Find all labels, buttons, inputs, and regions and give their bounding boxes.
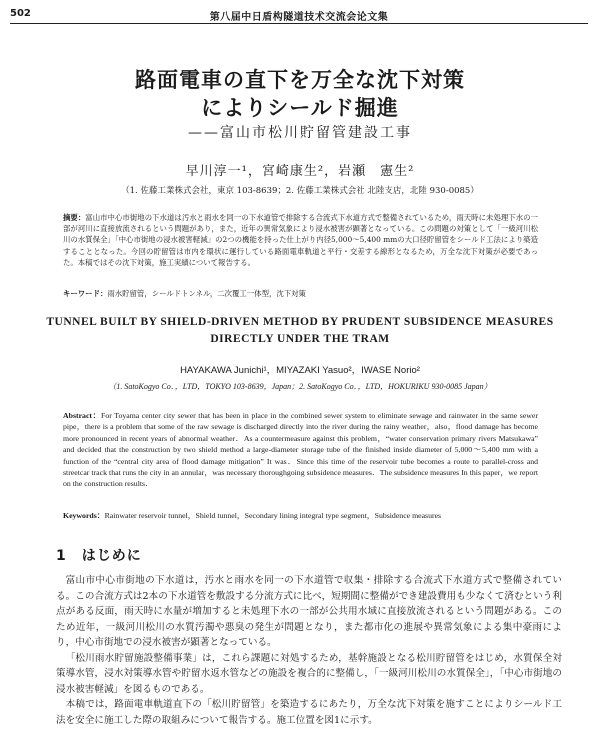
- abstract-en-label: Abstract：: [63, 411, 101, 420]
- page-number: 502: [10, 8, 31, 19]
- abstract-ja-text: 富山市中心市街地の下水道は汚水と雨水を同一の下水道管で排除する合流式下水道方式で整備されているため，雨天時に未処理下水の一部が河川に直接放流されるという問題があり，また，近年の異常気象により浸水被害が顕著となっている。この問題の対策として「一級河川松川の水質保全」「中心市街地の浸水被害軽減」の2つの機能を持った仕上がり内径5,000～5,400 mmの大口径貯留管をシールド工法により築造することとなった。今回の貯留管は市内を環状に運行している路面電車軌道と平行・交差する線形となるため，万全な沈下対策が必要であった。本稿ではその沈下対策，施工実績について報告する。: [63, 213, 538, 267]
- body-paragraph: 富山市中心市街地の下水道は，汚水と雨水を同一の下水道管で収集・排除する合流式下水道方式で整備されている。この合流方式は2本の下水道管を敷設する分流方式に比べ，短期間に整備ができ建設費用も少なくて済むという利点がある反面，雨天時に水量が増加すると未処理下水の一部が公共用水域に直接放流されるという問題がある。このため近年，一級河川松川の水質汚濁や悪臭の発生が問題となり，また都市化の進展や異常気象による集中豪雨により，中心市街地での浸水被害が顕著となっている。: [56, 575, 562, 648]
- running-header: [10, 8, 588, 24]
- title-en: TUNNEL BUILT BY SHIELD-DRIVEN METHOD BY PRUDENT SUBSIDENCE MEASURES DIRECTLY UNDER THE TRAM: [46, 316, 554, 345]
- section-body: [56, 573, 562, 728]
- body-paragraph: 「松川雨水貯留施設整備事業」は，これら課題に対処するため，基幹施設となる松川貯留管をはじめ，水質保全対策導水管，浸水対策導水管や貯留水返水管などの施設を複合的に整備し，「一級河川松川の水質保全」，「中心市街地の浸水被害軽減」を図るものである。: [56, 652, 562, 695]
- keywords-ja: [63, 288, 538, 299]
- title-ja-line1: 路面電車の直下を万全な沈下対策: [135, 68, 465, 92]
- subtitle-ja: ——富山市松川貯留管建設工事: [188, 125, 412, 141]
- authors-ja: 早川淳一¹，宮崎康生²，岩瀬 憲生²: [185, 164, 415, 179]
- section-heading: 1 はじめに: [56, 548, 142, 564]
- keywords-ja-text: 雨水貯留管，シールドトンネル，二次覆工一体型，沈下対策: [107, 289, 306, 298]
- authors-en: HAYAKAWA Junichi¹，MIYAZAKI Yasuo²，IWASE Norio²: [180, 365, 420, 376]
- affiliation-en: （1. SatoKogyo Co．，LTD，TOKYO 103-8639，Japan；2. SatoKogyo Co．，LTD，HOKURIKU 930-0085 Japan）: [108, 382, 492, 391]
- abstract-en: [63, 410, 538, 490]
- keywords-en: [63, 510, 538, 521]
- conference-title: 第八届中日盾构隧道技术交流会论文集: [209, 12, 389, 23]
- body-paragraph: 本稿では，路面電車軌道直下の「松川貯留管」を築造するにあたり，万全な沈下対策を施すことによりシールド工法を安全に施工した際の取組みについて報告する。施工位置を図1に示す。: [56, 699, 562, 726]
- header-rule: [10, 23, 588, 24]
- title-ja-line2: によりシールド掘進: [201, 96, 399, 120]
- keywords-en-label: Keywords：: [63, 511, 105, 520]
- abstract-ja: [63, 212, 538, 268]
- keywords-ja-label: キーワード：: [63, 289, 108, 298]
- abstract-ja-label: 摘要：: [63, 213, 86, 222]
- keywords-en-text: Rainwater reservoir tunnel，Shield tunnel，Secondary lining integral type segment，Subsidence measures: [104, 511, 442, 520]
- affiliation-ja: （1. 佐藤工業株式会社，東京 103-8639；2. 佐藤工業株式会社 北陸支店，北陸 930-0085）: [121, 186, 479, 196]
- abstract-en-text: For Toyama center city sewer that has been in place in the combined sewer system to eliminate sewage and rainwater in the same sewer pipe，there is a problem that some of the raw sewage is discharged directly into the river during the rainy weather，also，flood damage has become more pronounced in recent years of abnormal weather．As a countermeasure against this problem，“water conservation primary rivers Matsukawa” and decided that the construction by two shield method a large-diameter storage tube of the finished inside diameter of 5,000～5,400 mm with a function of the “central city area of flood damage mitigation” It was．Since this time of the reservoir tube becomes a route to parallel-cross and streetcar track that runs the city in an annular，was necessary thoroughgoing subsidence measures．The subsidence measures In this paper，we report on the construction results．: [63, 411, 538, 489]
